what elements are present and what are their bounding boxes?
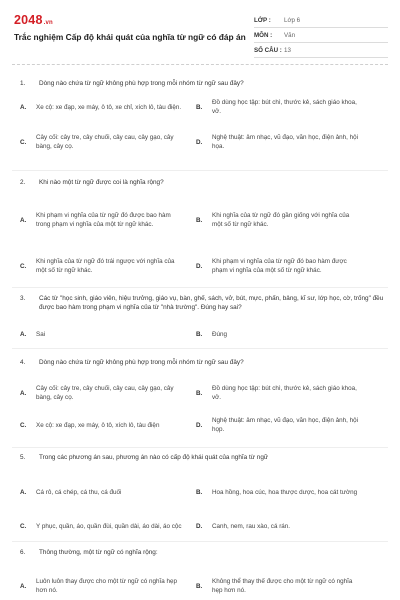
question-4 <box>20 358 390 437</box>
answer-option[interactable]: B. Đúng <box>196 330 228 338</box>
question-number: 4. <box>20 359 26 366</box>
answer-option[interactable]: B. Đồ dùng học tập: bút chì, thước kẻ, sách giáo khoa, vở. <box>196 385 357 401</box>
answer-option[interactable]: C. Cây cối: cây tre, cây chuối, cây cau, cây gạo, cây bàng, cây cọ. <box>20 134 174 150</box>
answer-option[interactable]: A. Cá rô, cá chép, cá thu, cá đuối <box>20 488 122 496</box>
question-6 <box>20 548 390 599</box>
question-body: Thông thường, một từ ngữ có nghĩa rộng: <box>39 549 158 556</box>
answer-option[interactable]: C. Y phục, quần, áo, quần đùi, quần dài, áo dài, áo cộc <box>20 522 182 530</box>
answer-option[interactable]: C. Khi nghĩa của từ ngữ đó trái ngược với nghĩa của một số từ ngữ khác. <box>20 258 175 274</box>
question-divider <box>12 541 388 542</box>
question-3 <box>20 294 390 338</box>
answer-option[interactable]: D. Khi phạm vi nghĩa của từ ngữ đó bao hàm được phạm vi nghĩa của một số từ ngữ khác. <box>196 258 347 274</box>
answer-option[interactable]: A. Khi phạm vi nghĩa của từ ngữ đó được bao hàm trong phạm vi nghĩa của một từ ngữ khác. <box>20 212 171 228</box>
meta-label: MÔN : <box>254 31 273 39</box>
answer-option[interactable]: D. Canh, nem, rau xào, cá rán. <box>196 522 291 530</box>
meta-row-subject <box>254 28 388 43</box>
question-number: 2. <box>20 179 26 186</box>
meta-label: LỚP : <box>254 16 271 24</box>
question-text <box>20 358 390 367</box>
question-body: Dòng nào chứa từ ngữ không phù hợp trong mỗi nhóm từ ngữ sau đây? <box>39 359 244 366</box>
meta-label: SỐ CÂU : <box>254 46 282 54</box>
question-divider <box>12 287 388 288</box>
question-divider <box>12 348 388 349</box>
meta-row-class <box>254 13 388 28</box>
question-body: Trong các phương án sau, phương án nào có cấp độ khái quát của nghĩa từ ngữ <box>39 454 269 461</box>
answer-option[interactable]: D. Nghệ thuật: âm nhạc, vũ đạo, văn học, điện ảnh, hội họa. <box>196 134 358 150</box>
question-body: Các từ "học sinh, giáo viên, hiệu trưởng, giáo vụ, bàn, ghế, sách, vở, bút, mực, phấn, bảng, kĩ sư, lớp học, cờ, trống" đều được bao hàm trong phạm vi nghĩa của từ "nhà trường". Đúng hay sai? <box>39 295 384 311</box>
question-number: 3. <box>20 295 26 302</box>
question-2 <box>20 178 390 285</box>
page-title: Trắc nghiệm Cấp độ khái quát của nghĩa từ ngữ có đáp án <box>14 32 246 42</box>
question-divider <box>12 447 388 448</box>
meta-value: Lớp 6 <box>284 16 301 24</box>
question-divider <box>12 170 388 171</box>
answer-option[interactable]: A. Sai <box>20 330 46 338</box>
answer-option[interactable]: B. Hoa hồng, hoa cúc, hoa thược dược, hoa cát tường <box>196 488 358 496</box>
question-text <box>20 178 390 187</box>
question-text <box>20 548 390 557</box>
question-number: 5. <box>20 454 26 461</box>
answer-option[interactable]: A. Cây cối: cây tre, cây chuối, cây cau, cây gạo, cây bàng, cây cọ. <box>20 385 174 401</box>
question-body: Khi nào một từ ngữ được coi là nghĩa rộng? <box>39 179 164 186</box>
site-logo[interactable]: 2048.vn <box>14 13 53 27</box>
meta-value: Văn <box>284 31 296 39</box>
answer-option[interactable]: A. Luôn luôn thay được cho một từ ngữ có nghĩa hẹp hơn nó. <box>20 578 178 594</box>
meta-value: 13 <box>284 46 291 54</box>
meta-table <box>254 13 388 58</box>
answer-option[interactable]: C. Xe cộ: xe đạp, xe máy, ô tô, xích lô, tàu điện <box>20 421 160 429</box>
question-text <box>20 79 390 88</box>
question-number: 6. <box>20 549 26 556</box>
question-text <box>20 453 390 462</box>
question-number: 1. <box>20 80 26 87</box>
answer-option[interactable]: B. Khi nghĩa của từ ngữ đó gần giống với nghĩa của một số từ ngữ khác. <box>196 212 350 228</box>
header-divider <box>12 64 388 65</box>
question-text <box>20 294 390 312</box>
question-5 <box>20 453 390 540</box>
answer-option[interactable]: A. Xe cộ: xe đạp, xe máy, ô tô, xe chỉ, xích lô, tàu điện. <box>20 103 182 111</box>
answer-option[interactable]: B. Đồ dùng học tập: bút chì, thước kẻ, sách giáo khoa, vở. <box>196 99 357 115</box>
question-1 <box>20 79 390 156</box>
answer-option[interactable]: B. Không thể thay thế được cho một từ ngữ có nghĩa hẹp hơn nó. <box>196 578 353 594</box>
question-body: Dòng nào chứa từ ngữ không phù hợp trong mỗi nhóm từ ngữ sau đây? <box>39 80 244 87</box>
meta-row-count <box>254 43 388 58</box>
answer-option[interactable]: D. Nghệ thuật: âm nhạc, vũ đạo, văn học, điện ảnh, hội họp. <box>196 417 358 433</box>
